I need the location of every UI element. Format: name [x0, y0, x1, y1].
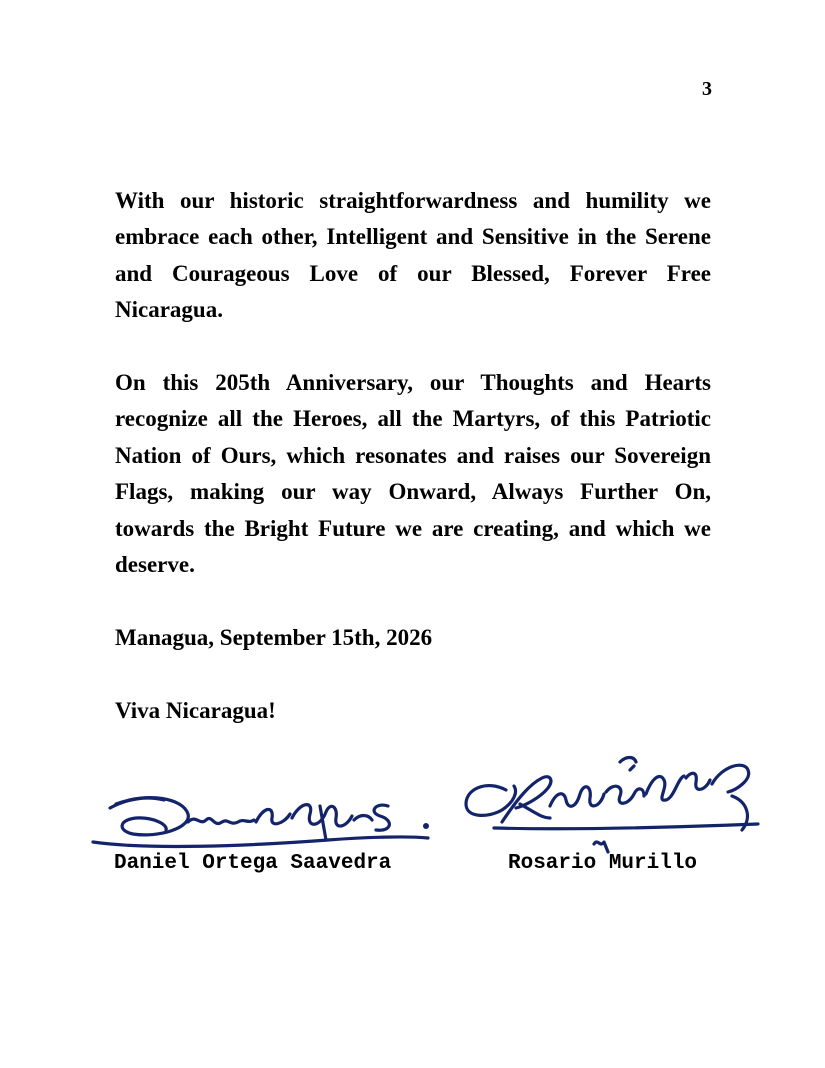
- ortega-signature: [88, 784, 438, 854]
- paragraph-1: With our historic straightforwardness and humility we embrace each other, Intelligent and Sensitive in the Serene and Courageous Love of our Blessed, Forever Free Nicaragua.: [115, 188, 711, 323]
- page-number: 3: [702, 78, 712, 100]
- paragraph-2: On this 205th Anniversary, our Thoughts and Hearts recognize all the Heroes, all the Martyrs, of this Patriotic Nation of Ours, which resonates and raises our Sovereign Flags, making our way Onward, Always Further On, towards the Bright Future we are creating, and which we deserve.: [115, 370, 711, 578]
- dateline: Managua, September 15th, 2026: [115, 625, 433, 650]
- murillo-signature: [458, 748, 763, 860]
- closing-salutation: Viva Nicaragua!: [115, 698, 276, 723]
- signatory-name-ortega: Daniel Ortega Saavedra: [114, 852, 392, 875]
- signatory-name-murillo: Rosario Murillo: [508, 852, 698, 875]
